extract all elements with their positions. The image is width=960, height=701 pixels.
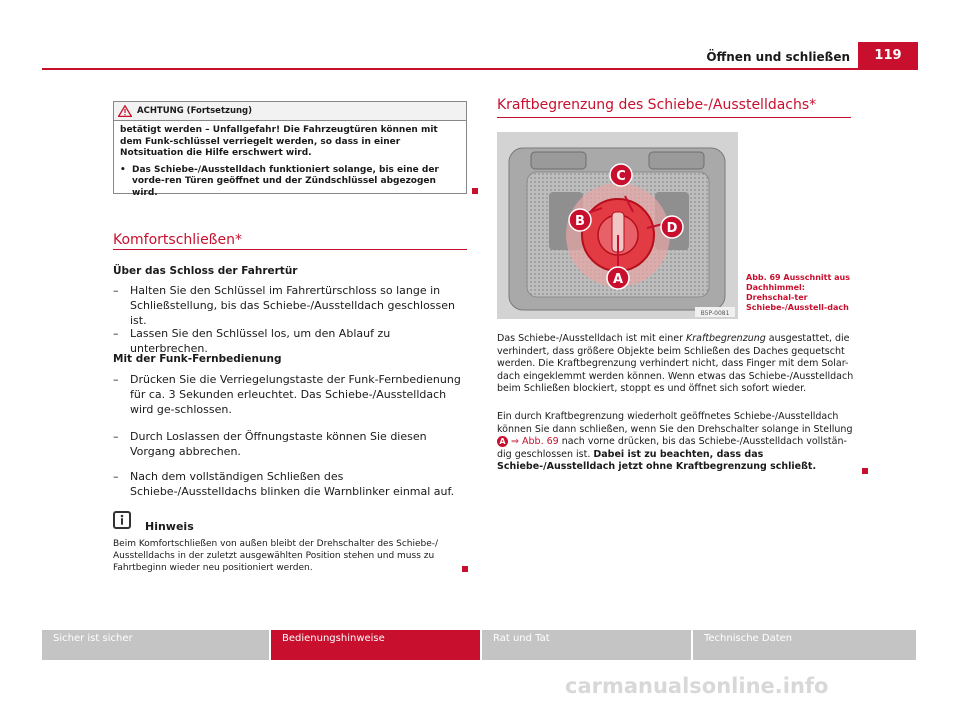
section-title-komfort: Komfortschließen* bbox=[113, 232, 242, 248]
warning-paragraph: betätigt werden – Unfallgefahr! Die Fahrzeugtüren können mit dem Funk-schlüssel verriegelt werden, so dass in einer Notsituation die Hilfe erschwert wird. bbox=[120, 125, 438, 158]
dash-glyph: – bbox=[113, 470, 119, 483]
figure-roof-switch bbox=[497, 132, 738, 319]
header-divider bbox=[42, 68, 918, 70]
list-item bbox=[113, 283, 471, 328]
warning-triangle-icon bbox=[118, 105, 132, 117]
section-end-marker bbox=[472, 188, 478, 194]
svg-text:C: C bbox=[616, 169, 626, 184]
roof-console-illustration bbox=[497, 132, 738, 319]
list-item bbox=[113, 469, 471, 499]
text-run: nach vorne drücken, bis das Schiebe-/Ausstelldach vollstän-dig geschlossen ist. bbox=[497, 436, 847, 460]
page-header-title: Öffnen und schließen bbox=[706, 50, 850, 64]
note-title: Hinweis bbox=[145, 520, 194, 533]
body-paragraph-2 bbox=[497, 411, 857, 474]
list-item-text: Drücken Sie die Verriegelungstaste der Funk-Fernbedienung für ca. 3 Sekunden erleuchtet. Das Schiebe-/Ausstelldach wird ge-schlossen. bbox=[130, 373, 461, 416]
warning-bullet-item bbox=[120, 165, 460, 200]
watermark: carmanualsonline.info bbox=[565, 674, 829, 698]
section-end-marker bbox=[462, 566, 468, 572]
text-run: Das Schiebe-/Ausstelldach ist mit einer bbox=[497, 333, 686, 344]
note-text: Beim Komfortschließen von außen bleibt der Drehschalter des Schiebe-/ Ausstelldachs in der zuletzt ausgewählten Position stehen und muss zu Fahrtbeginn wieder neu positioniert werden. bbox=[113, 539, 439, 573]
callout-b bbox=[569, 209, 591, 231]
dash-glyph: – bbox=[113, 327, 119, 340]
note-icon bbox=[113, 511, 131, 529]
body-paragraph-1 bbox=[497, 333, 857, 396]
list-item bbox=[113, 372, 471, 417]
list-item-text: Nach dem vollständigen Schließen des Schiebe-/Ausstelldachs blinken die Warnblinker einmal auf. bbox=[130, 470, 455, 498]
subheading-door-lock: Über das Schloss der Fahrertür bbox=[113, 265, 298, 277]
bold-text: Dabei ist zu beachten, dass das Schiebe-/Ausstelldach jetzt ohne Kraftbegrenzung schließt. bbox=[497, 448, 817, 472]
figure-caption: Abb. 69 Ausschnitt aus Dachhimmel: Drehschal-ter Schiebe-/Ausstell-dach bbox=[746, 273, 850, 312]
text-run: Ein durch Kraftbegrenzung wiederholt geöffnetes Schiebe-/Ausstelldach können Sie dann schließen, wenn Sie den Drehschalter solange in Stellung bbox=[497, 411, 853, 435]
page-number: 119 bbox=[858, 42, 918, 68]
figure-link[interactable]: ⇒ Abb. 69 bbox=[511, 436, 559, 447]
section-end-marker bbox=[862, 468, 868, 474]
warning-heading: ACHTUNG (Fortsetzung) bbox=[137, 106, 253, 116]
list-item-text: Durch Loslassen der Öffnungstaste können Sie diesen Vorgang abbrechen. bbox=[130, 430, 427, 458]
callout-d bbox=[661, 216, 683, 238]
list-item-text: Halten Sie den Schlüssel im Fahrertürschloss so lange in Schließstellung, bis das Schiebe-/Ausstelldach geschlossen ist. bbox=[130, 284, 455, 327]
dash-glyph: – bbox=[113, 430, 119, 443]
footer-tab-sicher[interactable]: Sicher ist sicher bbox=[42, 630, 269, 660]
callout-a bbox=[607, 267, 629, 289]
footer-tab-rat[interactable]: Rat und Tat bbox=[482, 630, 691, 660]
subheading-remote: Mit der Funk-Fernbedienung bbox=[113, 353, 282, 365]
list-item bbox=[113, 429, 471, 459]
svg-text:D: D bbox=[666, 221, 678, 236]
footer-nav bbox=[42, 630, 918, 660]
list-item bbox=[113, 326, 471, 356]
text-run: ausgestattet, die verhindert, dass größere Objekte beim Schließen des Daches gequetscht werden. Die Kraftbegrenzung verhindert nicht, dass Finger mit dem Solar-dach eingeklemmt werden können. Wenn etwas das Schiebe-/Ausstelldach beim Schließen blockiert, stoppt es und öffnet sich sofort wieder. bbox=[497, 333, 854, 394]
footer-tab-technik[interactable]: Technische Daten bbox=[693, 630, 916, 660]
svg-text:A: A bbox=[612, 272, 624, 287]
bullet-glyph: • bbox=[120, 164, 126, 175]
list-item-text: Lassen Sie den Schlüssel los, um den Ablauf zu unterbrechen. bbox=[130, 327, 391, 355]
footer-tab-bedienung[interactable]: Bedienungshinweise bbox=[271, 630, 480, 660]
dash-glyph: – bbox=[113, 373, 119, 386]
section-title-kraftbegrenzung: Kraftbegrenzung des Schiebe-/Ausstelldachs* bbox=[497, 97, 817, 113]
warning-header bbox=[114, 102, 466, 121]
warning-body bbox=[114, 121, 466, 208]
section-rule bbox=[497, 117, 851, 118]
callout-c bbox=[610, 164, 632, 186]
svg-text:B: B bbox=[575, 214, 585, 229]
warning-bullet-text: Das Schiebe-/Ausstelldach funktioniert solange, bis eine der vorde-ren Türen geöffnet und der Zündschlüssel abgezogen wird. bbox=[132, 164, 439, 198]
emphasis: Kraftbegrenzung bbox=[686, 333, 766, 344]
figure-code: B5P-0081 bbox=[700, 310, 730, 317]
position-a-badge: A bbox=[497, 436, 508, 447]
section-rule bbox=[113, 249, 467, 250]
dash-glyph: – bbox=[113, 284, 119, 297]
warning-box bbox=[113, 101, 467, 198]
